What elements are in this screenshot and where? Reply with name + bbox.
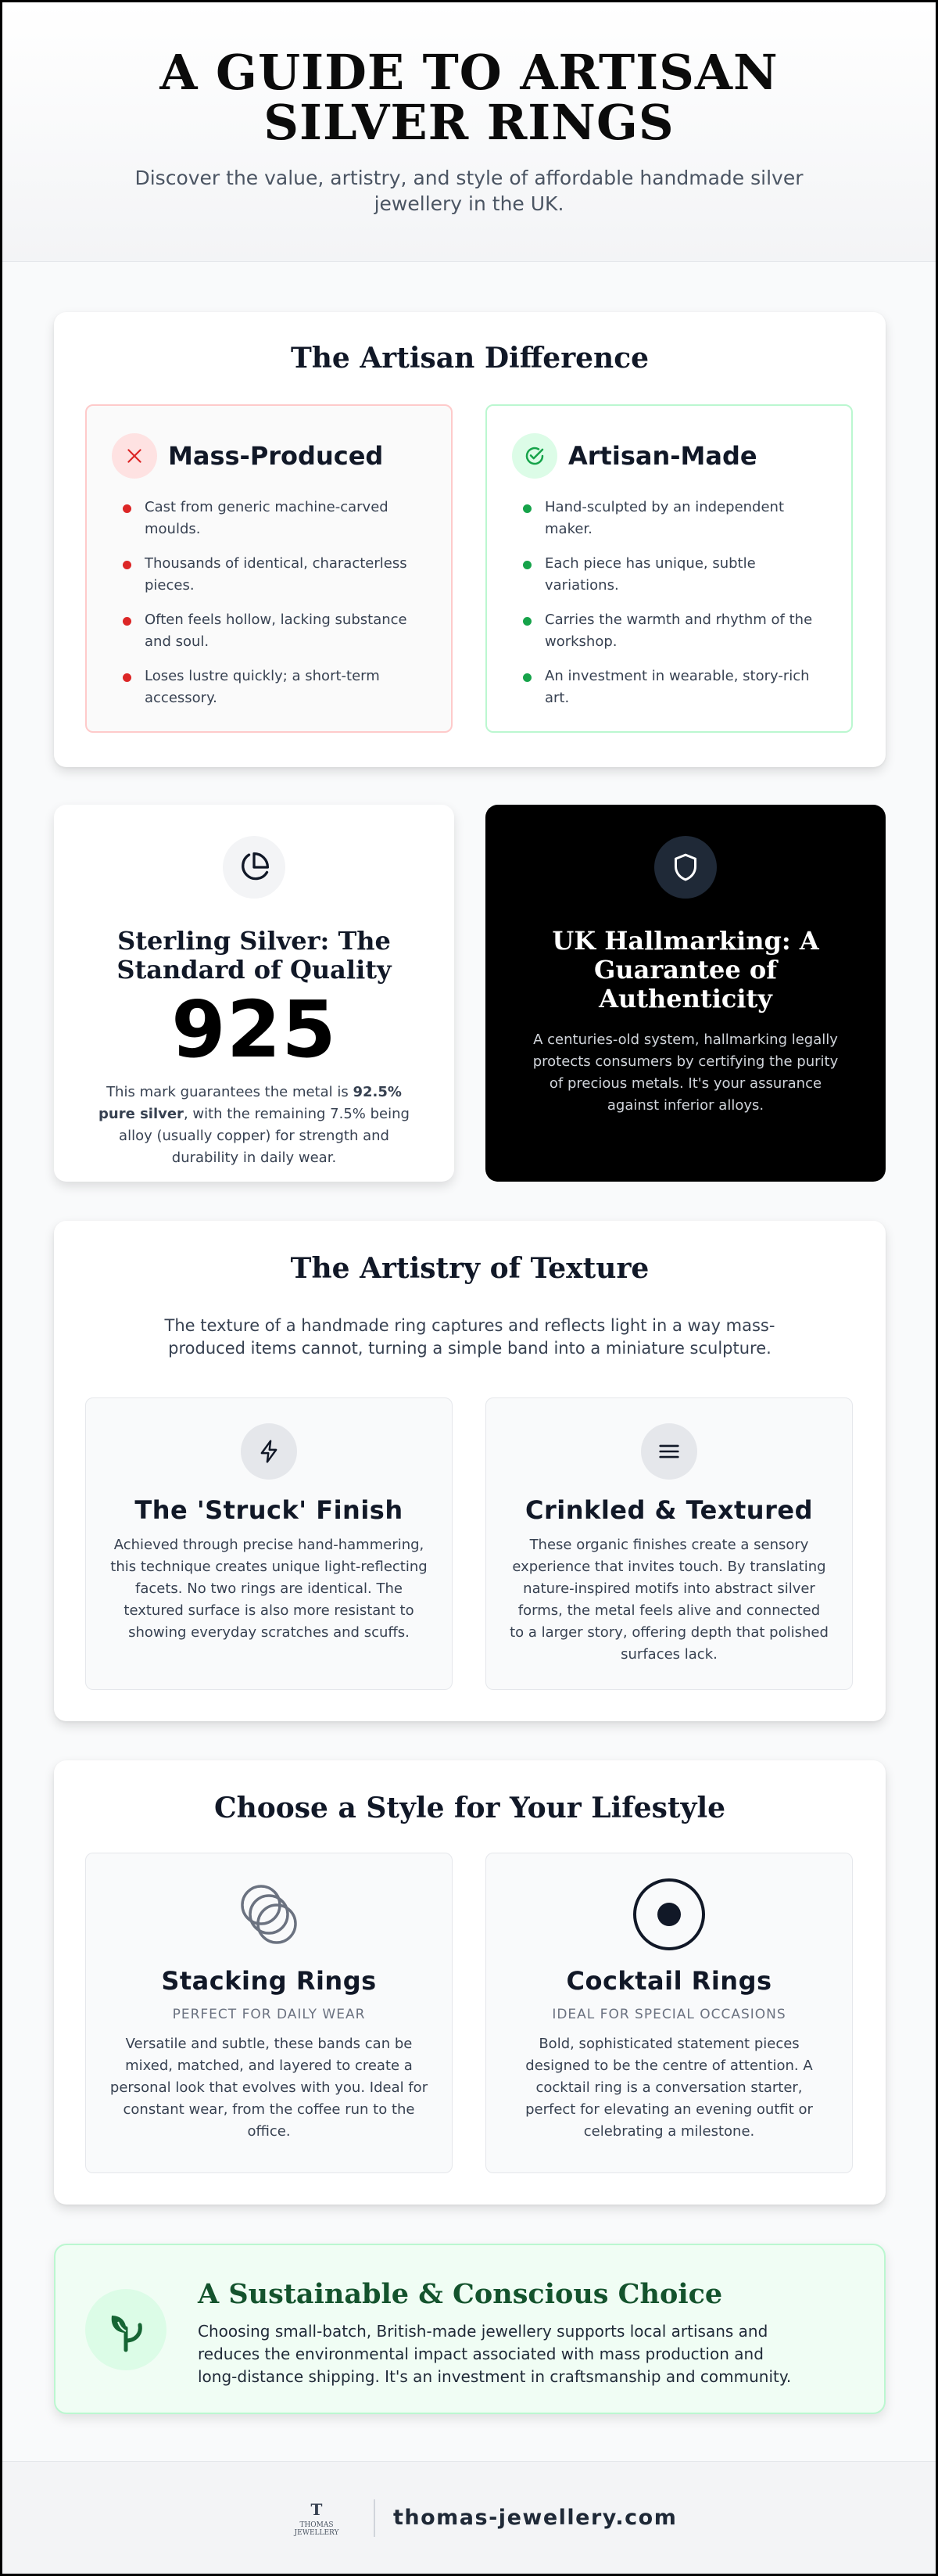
card-title: Sterling Silver: The Standard of Quality <box>116 926 392 985</box>
sustainable-callout <box>54 2244 886 2414</box>
artisan-difference-section <box>54 312 886 767</box>
page-title: A GUIDE TO ARTISAN SILVER RINGS <box>159 44 779 151</box>
list-item: Often feels hollow, lacking substance and soul. <box>112 609 426 653</box>
website-link[interactable]: thomas-jewellery.com <box>393 2506 678 2530</box>
menu-lines-icon <box>641 1423 697 1480</box>
section-title: The Artistry of Texture <box>290 1252 650 1285</box>
list-item: Loses lustre quickly; a short-term accessory. <box>112 666 426 709</box>
cocktail-ring-icon <box>630 1875 708 1954</box>
tile-text: Versatile and subtle, these bands can be mixed, matched, and layered to create a personal look that evolves with you. Ideal for constant wear, from the coffee run to the office. <box>109 2036 428 2140</box>
check-circle-icon <box>512 433 557 479</box>
footer-divider <box>374 2499 375 2537</box>
sterling-number: 925 <box>171 984 337 1075</box>
list-item: Each piece has unique, subtle variations. <box>512 553 826 597</box>
list-item: Thousands of identical, characterless pieces. <box>112 553 426 597</box>
tile-heading: The 'Struck' Finish <box>134 1495 403 1525</box>
card-text: This mark guarantees the metal is 92.5% pure silver, with the remaining 7.5% being alloy (usually copper) for strength and durability in daily wear. <box>98 1084 410 1166</box>
tile-text: Bold, sophisticated statement pieces designed to be the centre of attention. A cocktail ring is a conversation starter, perfect for elevating an evening outfit or celebrating a milestone. <box>525 2036 813 2140</box>
callout-text: Choosing small-batch, British-made jewellery supports local artisans and reduces the environmental impact associated with mass production and long-distance shipping. It's an investment in craftsmanship and community. <box>198 2322 792 2386</box>
tile-heading: Cocktail Rings <box>566 1966 772 1996</box>
tile-heading: Crinkled & Textured <box>525 1495 813 1525</box>
section-title: Choose a Style for Your Lifestyle <box>213 1792 726 1824</box>
page <box>2 2 936 2574</box>
stacking-rings-tile <box>85 1853 453 2173</box>
list-item: An investment in wearable, story-rich art. <box>512 666 826 709</box>
lightning-icon <box>241 1423 297 1480</box>
mass-produced-panel <box>85 404 453 733</box>
cocktail-rings-tile <box>485 1853 853 2173</box>
tile-tag: PERFECT FOR DAILY WEAR <box>172 2007 366 2022</box>
list-item: Carries the warmth and rhythm of the workshop. <box>512 609 826 653</box>
list-item: Hand-sculpted by an independent maker. <box>512 497 826 540</box>
callout-title: A Sustainable & Conscious Choice <box>198 2278 723 2310</box>
brand-logo[interactable]: T THOMAS JEWELLERY <box>294 2500 339 2537</box>
panel-heading: Artisan-Made <box>568 441 757 471</box>
pie-chart-icon <box>223 836 285 899</box>
section-title: The Artisan Difference <box>290 342 650 375</box>
card-text: A centuries-old system, hallmarking legally protects consumers by certifying the purity of precious metals. It's your assurance against inferior alloys. <box>532 1031 839 1114</box>
hallmarking-card <box>485 805 886 1182</box>
shield-icon <box>654 836 717 899</box>
tile-heading: Stacking Rings <box>161 1966 377 1996</box>
tile-text: These organic finishes create a sensory experience that invites touch. By translating nature-inspired motifs into abstract silver forms, the metal feels alive and connected to a larger story, offering depth that polished surfaces lack. <box>510 1537 829 1663</box>
stacked-rings-icon <box>230 1875 308 1954</box>
crinkled-textured-tile <box>485 1397 853 1690</box>
tile-text: Achieved through precise hand-hammering, this technique creates unique light-reflecting facets. No two rings are identical. The textured surface is also more resistant to showing everyday scratches and scuffs. <box>110 1537 428 1641</box>
page-header <box>2 2 936 262</box>
artisan-made-panel <box>485 404 853 733</box>
page-footer <box>2 2461 936 2574</box>
list-item: Cast from generic machine-carved moulds. <box>112 497 426 540</box>
leaf-icon <box>85 2289 166 2370</box>
tile-tag: IDEAL FOR SPECIAL OCCASIONS <box>552 2007 786 2022</box>
styles-section <box>54 1760 886 2205</box>
panel-heading: Mass-Produced <box>168 441 384 471</box>
struck-finish-tile <box>85 1397 453 1690</box>
card-title: UK Hallmarking: A Guarantee of Authenticity <box>552 926 819 1014</box>
sterling-silver-card <box>54 805 454 1182</box>
page-subtitle: Discover the value, artistry, and style of affordable handmade silver jewellery in the UK. <box>134 167 804 215</box>
x-icon <box>112 433 157 479</box>
section-intro: The texture of a handmade ring captures and reflects light in a way mass-produced items cannot, turning a simple band into a miniature sculpture. <box>164 1316 775 1358</box>
texture-section <box>54 1221 886 1721</box>
